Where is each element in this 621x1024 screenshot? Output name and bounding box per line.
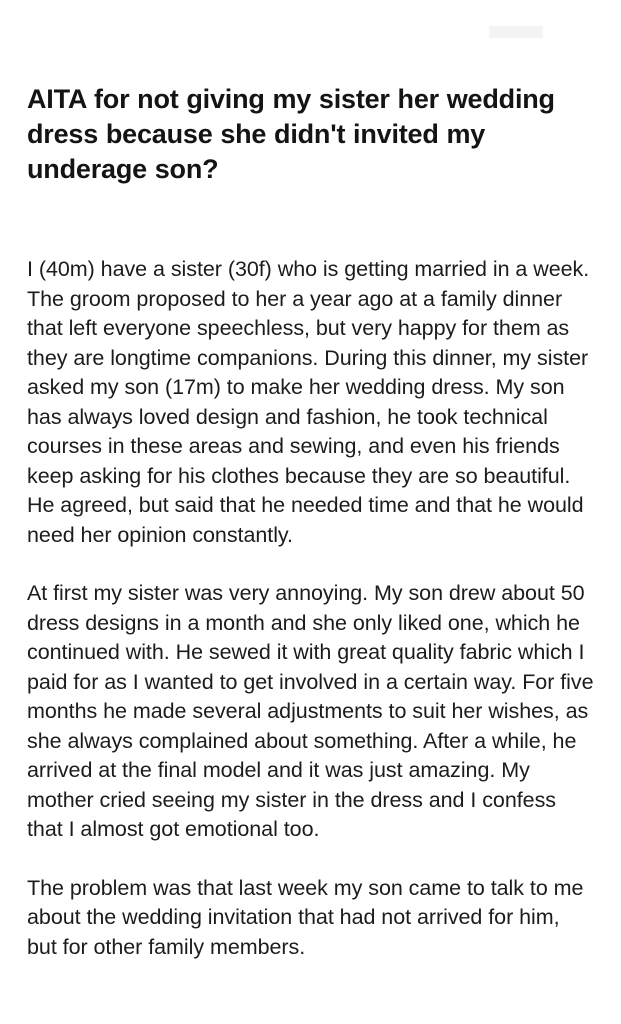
page-title: AITA for not giving my sister her wedding dress because she didn't invited my underage son? bbox=[27, 84, 555, 184]
bottom-fade-overlay bbox=[0, 998, 621, 1024]
post-paragraph-1: I (40m) have a sister (30f) who is getting married in a week. The groom proposed to her a year ago at a family dinner that left everyone speechless, but very happy for them as they are longtime companions. During this dinner, my sister asked my son (17m) to make her wedding dress. My son has always loved design and fashion, he took technical courses in these areas and sewing, and even his friends keep asking for his clothes because they are so beautiful. He agreed, but said that he needed time and that he would need her opinion constantly. bbox=[27, 257, 590, 547]
post-paragraph-2: At first my sister was very annoying. My son drew about 50 dress designs in a month and she only liked one, which he continued with. He sewed it with great quality fabric which I paid for as I wanted to get involved in a certain way. For five months he made several adjustments to suit her wishes, as she always complained about something. After a while, he arrived at the final model and it was just amazing. My mother cried seeing my sister in the dress and I confess that I almost got emotional too. bbox=[27, 581, 594, 841]
paragraph-gap-2 bbox=[27, 845, 595, 874]
watermark-placeholder bbox=[489, 26, 543, 38]
title-body-gap bbox=[27, 187, 595, 255]
post-content bbox=[0, 82, 621, 962]
top-spacer bbox=[0, 0, 621, 82]
paragraph-gap-1 bbox=[27, 550, 595, 579]
post-paragraph-3: The problem was that last week my son came to talk to me about the wedding invitation that had not arrived for him, but for other family members. bbox=[27, 875, 584, 959]
